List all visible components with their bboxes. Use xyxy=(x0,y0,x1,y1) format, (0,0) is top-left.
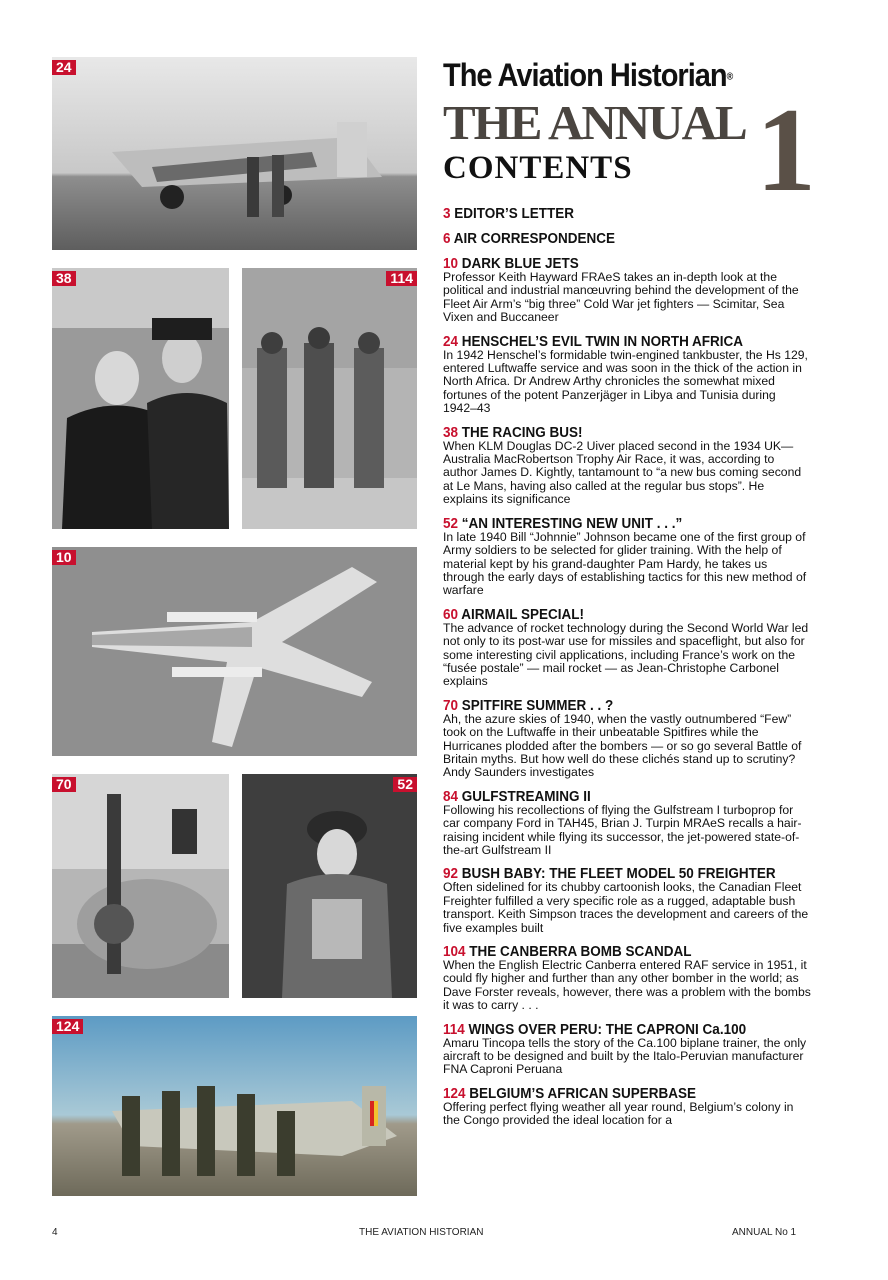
photo-page-badge: 10 xyxy=(52,550,76,565)
toc-title-text: THE RACING BUS! xyxy=(461,423,583,441)
toc-title-text: BUSH BABY: THE FLEET MODEL 50 FREIGHTER xyxy=(461,865,776,882)
photo-page-badge: 114 xyxy=(386,271,417,286)
photo-belgium xyxy=(52,1016,417,1196)
toc-page-number: 104 xyxy=(443,943,466,960)
toc-title-text: DARK BLUE JETS xyxy=(461,255,579,272)
toc-entry xyxy=(443,333,811,416)
photo-page-badge: 124 xyxy=(52,1019,83,1034)
annual-row xyxy=(443,95,746,150)
toc-blurb: When KLM Douglas DC-2 Uiver placed second in the 1934 UK—Australia MacRobertson Trophy Air Race, it was, according to author James D. Kightly, tantamount to “a new bus coming second at Le Mans, having also called at the regular bus stops”. He explains its significance xyxy=(443,438,802,507)
toc-title xyxy=(443,1021,811,1038)
toc-entry xyxy=(443,865,811,935)
toc-entry xyxy=(443,697,811,780)
toc-blurb: When the English Electric Canberra entered RAF service in 1951, it could fly higher and further than any other bomber in the world; as Dave Forster reveals, however, there was a problem with the bombs it was to carry . . . xyxy=(443,958,811,1013)
photo-henschel xyxy=(52,57,417,250)
photo-glider xyxy=(242,774,417,998)
toc-title xyxy=(443,205,811,222)
table-of-contents xyxy=(443,205,811,1136)
toc-blurb: Offering perfect flying weather all year round, Belgium’s colony in the Congo provided the ideal location for a xyxy=(443,1099,794,1128)
photo-page-badge: 52 xyxy=(393,777,417,792)
footer-page-number: 4 xyxy=(52,1227,58,1238)
toc-page-number: 10 xyxy=(443,255,459,272)
toc-title xyxy=(443,1085,811,1102)
toc-title xyxy=(443,697,811,714)
footer-publication: THE AVIATION HISTORIAN xyxy=(359,1227,484,1238)
contents-heading: CONTENTS xyxy=(443,150,633,186)
toc-entry xyxy=(443,515,811,598)
toc-entry xyxy=(443,606,811,689)
toc-title xyxy=(443,788,811,805)
photo-page-badge: 38 xyxy=(52,271,76,286)
toc-entry xyxy=(443,788,811,858)
issue-number: 1 xyxy=(756,83,816,216)
toc-page-number: 52 xyxy=(443,514,459,532)
trademark-symbol: ® xyxy=(726,70,733,82)
toc-blurb: Following his recollections of flying the Gulfstream I turboprop for car company Ford in TAH45, Brian J. Turpin MRAeS recalls a hair-raising incident while flying its successor, the jet-powered state-of-the-art Gulfstream II xyxy=(443,802,802,857)
toc-entry xyxy=(443,424,811,507)
toc-blurb: The advance of rocket technology during the Second World War led not only to its post-war use for missiles and spaceflight, but also for some interesting civil applications, including France’s work on the “fusée postale” — mail rocket — as Jean-Christophe Carbonel explains xyxy=(443,620,809,689)
toc-title xyxy=(443,606,811,623)
toc-blurb: Amaru Tincopa tells the story of the Ca.100 biplane trainer, the only aircraft to be designed and built by the Italo-Peruvian manufacturer FNA Caproni Peruana xyxy=(443,1035,807,1077)
toc-title xyxy=(443,255,811,272)
toc-title-text: “AN INTERESTING NEW UNIT . . .” xyxy=(461,514,683,532)
toc-entry xyxy=(443,205,811,220)
photo-racing-bus xyxy=(52,268,229,529)
toc-blurb: In 1942 Henschel’s formidable twin-engined tankbuster, the Hs 129, entered Luftwaffe service and was soon in the thick of the action in North Africa. Dr Andrew Arthy chronicles the somewhat mixed fortunes of the potent Panzerjäger in Libya and Tunisia during 1942–43 xyxy=(443,347,808,416)
toc-entry xyxy=(443,1021,811,1077)
annual-heading: THE ANNUAL xyxy=(443,95,746,150)
toc-title-text: GULFSTREAMING II xyxy=(461,787,591,805)
toc-page-number: 84 xyxy=(443,787,459,805)
toc-page-number: 124 xyxy=(443,1084,466,1102)
toc-blurb: Often sidelined for its chubby cartoonish looks, the Canadian Fleet Freighter fulfilled a very specific role as a rugged, adaptable bush transport. Keith Simpson traces the development and careers of the five examples built xyxy=(443,880,809,935)
toc-page-number: 70 xyxy=(443,696,459,714)
toc-title xyxy=(443,230,811,247)
toc-blurb: In late 1940 Bill “Johnnie” Johnson became one of the first group of Army soldiers to be selected for glider training. With the help of material kept by his grand-daughter Pam Hardy, he takes us through the early days of establishing tactics for this new method of warfare xyxy=(443,529,807,598)
toc-entry xyxy=(443,255,811,325)
toc-title xyxy=(443,943,811,960)
toc-page-number: 3 xyxy=(443,205,451,222)
toc-page-number: 38 xyxy=(443,423,459,441)
toc-entry xyxy=(443,1085,811,1128)
toc-page-number: 6 xyxy=(443,230,451,247)
toc-title xyxy=(443,515,811,532)
toc-title-text: AIRMAIL SPECIAL! xyxy=(461,605,585,623)
toc-page-number: 92 xyxy=(443,865,459,882)
toc-title-text: HENSCHEL’S EVIL TWIN IN NORTH AFRICA xyxy=(461,332,744,350)
toc-entry xyxy=(443,230,811,245)
toc-title xyxy=(443,424,811,441)
photo-peru xyxy=(242,268,417,529)
toc-title-text: WINGS OVER PERU: THE CAPRONI Ca.100 xyxy=(468,1020,747,1038)
magazine-name: The Aviation Historian xyxy=(443,58,727,94)
photo-spitfire xyxy=(52,774,229,998)
toc-title-text: BELGIUM’S AFRICAN SUPERBASE xyxy=(469,1084,697,1102)
toc-page-number: 114 xyxy=(443,1020,465,1038)
toc-title-text: SPITFIRE SUMMER . . ? xyxy=(461,696,614,714)
toc-title-text: AIR CORRESPONDENCE xyxy=(453,230,616,247)
toc-title xyxy=(443,333,811,350)
toc-title-text: EDITOR’S LETTER xyxy=(454,205,575,222)
footer-issue: ANNUAL No 1 xyxy=(732,1227,797,1238)
toc-blurb: Professor Keith Hayward FRAeS takes an in-depth look at the political and industrial manœuvring behind the development of the Fleet Air Arm’s “big three” Cold War jet fighters — Scimitar, Sea Vixen and Buccaneer xyxy=(443,270,799,325)
photo-page-badge: 24 xyxy=(52,60,76,75)
toc-entry xyxy=(443,943,811,1013)
photo-page-badge: 70 xyxy=(52,777,76,792)
toc-page-number: 60 xyxy=(443,605,459,623)
toc-title xyxy=(443,865,811,882)
photo-sea-vixen xyxy=(52,547,417,756)
toc-title-text: THE CANBERRA BOMB SCANDAL xyxy=(469,943,692,960)
toc-blurb: Ah, the azure skies of 1940, when the vastly outnumbered “Few” took on the Luftwaffe in their unbeatable Spitfires while the Hurricanes plodded after the bombers — or so go several Battle of Britain myths. But how well do these clichés stand up to scrutiny? Andy Saunders investigates xyxy=(443,711,802,780)
toc-page-number: 24 xyxy=(443,332,459,350)
